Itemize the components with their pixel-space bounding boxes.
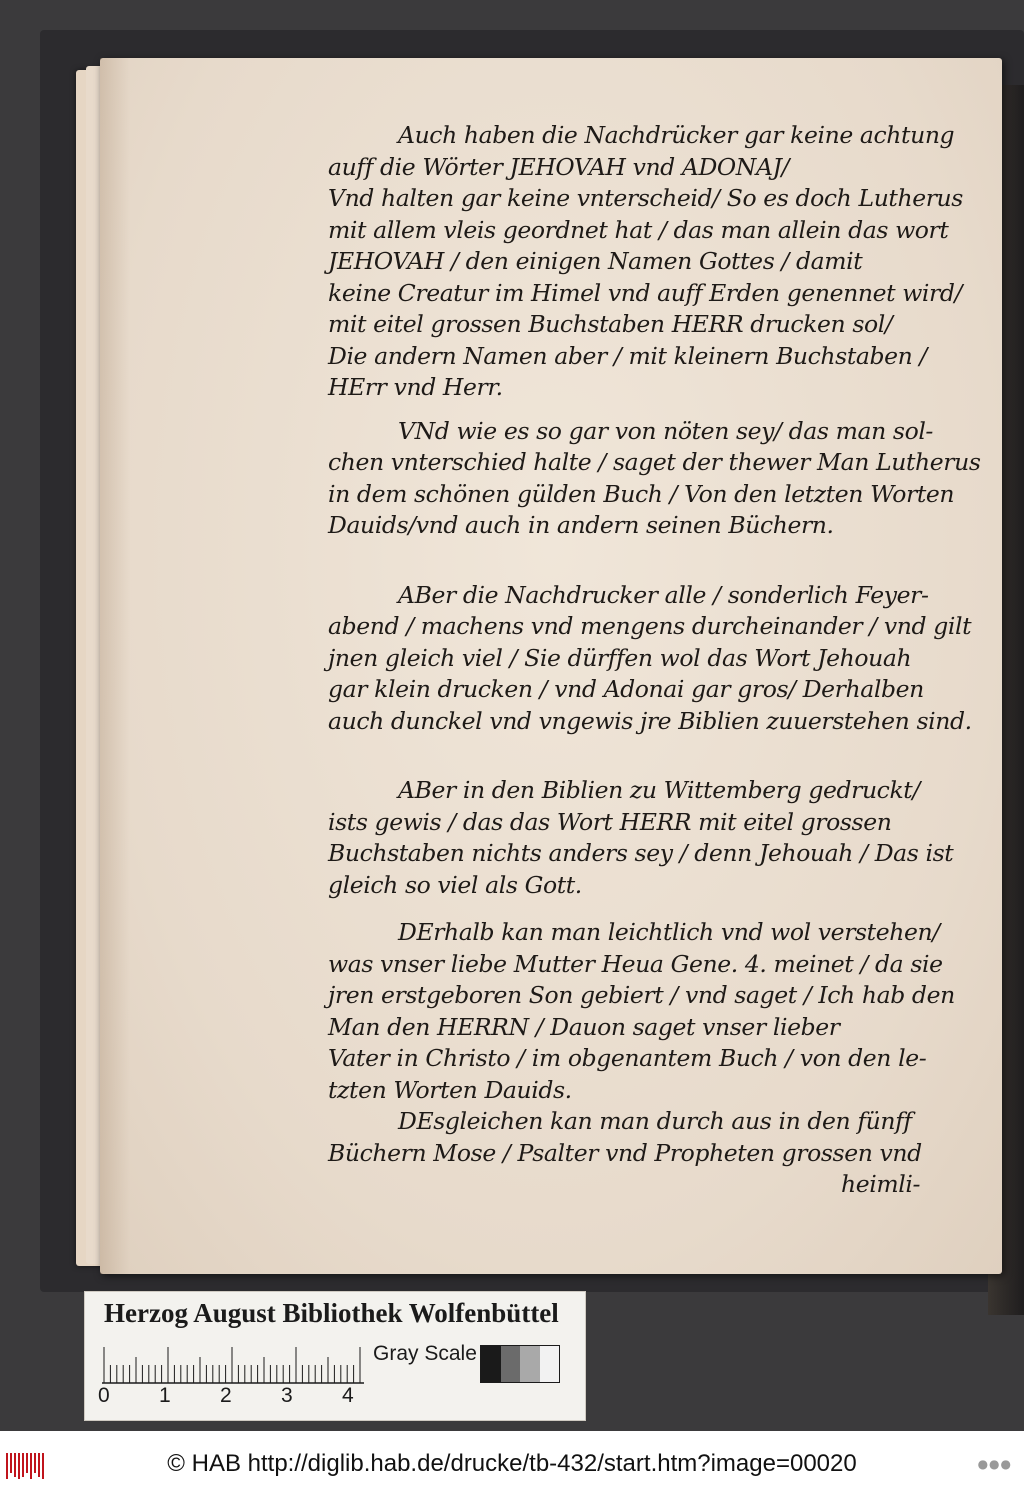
text-line: DEsgleichen kan man durch aus in den fünff: [398, 1107, 912, 1135]
measurement-ruler: [102, 1345, 364, 1385]
text-line: Die andern Namen aber / mit kleinern Buchstaben /: [328, 341, 927, 370]
paragraph: [328, 775, 954, 901]
text-line: tzten Worten Dauids.: [328, 1075, 572, 1104]
gray-swatch: [501, 1346, 521, 1382]
catchword: heimli-: [840, 1170, 920, 1198]
paragraph: [328, 580, 972, 738]
page-text: [328, 120, 981, 1201]
ruler-number: 2: [220, 1384, 232, 1407]
text-line: gleich so viel als Gott.: [328, 870, 582, 899]
ruler-number: 0: [98, 1384, 110, 1407]
text-line: chen vnterschied halte / saget der thewer Man Lutherus: [328, 448, 981, 476]
text-line: DErhalb kan man leichtlich vnd wol verstehen/: [398, 918, 940, 946]
text-line: Man den HERRN / Dauon saget vnser lieber: [328, 1012, 840, 1041]
gray-swatch: [481, 1346, 501, 1382]
text-line: jren erstgeboren Son gebiert / vnd saget / Ich hab den: [328, 981, 955, 1009]
text-line: was vnser liebe Mutter Heua Gene. 4. meinet / da sie: [328, 949, 943, 978]
text-line: abend / machens vnd mengens durcheinander / vnd gilt: [328, 612, 972, 640]
text-line: auff die Wörter JEHOVAH vnd ADONAJ/: [328, 152, 790, 181]
text-line: ists gewis / das das Wort HERR mit eitel grossen: [328, 807, 892, 836]
text-line: Buchstaben nichts anders sey / denn Jehouah / Das ist: [328, 839, 954, 867]
text-line: VNd wie es so gar von nöten sey/ das man sol-: [398, 416, 933, 445]
text-line: ABer die Nachdrucker alle / sonderlich Feyer-: [398, 580, 929, 609]
paragraph: [328, 1106, 928, 1201]
footer-menu-icon[interactable]: ●●●: [977, 1457, 1012, 1471]
text-line: HErr vnd Herr.: [328, 373, 503, 401]
ruler-number: 1: [159, 1384, 171, 1407]
text-line: auch dunckel vnd vngewis jre Biblien zuuerstehen sind.: [328, 706, 972, 735]
paragraph: [328, 120, 963, 404]
text-line: Büchern Mose / Psalter vnd Propheten grossen vnd: [328, 1138, 922, 1167]
text-line: gar klein drucken / vnd Adonai gar gros/ Derhalben: [328, 675, 924, 703]
gray-swatch: [520, 1346, 540, 1382]
text-line: Vater in Christo / im obgenantem Buch / von den le-: [328, 1044, 927, 1072]
library-title: Herzog August Bibliothek Wolfenbüttel: [104, 1298, 559, 1328]
text-line: mit eitel grossen Buchstaben HERR drucken sol/: [328, 310, 893, 338]
ruler-number: 4: [342, 1384, 354, 1407]
gray-swatch: [540, 1346, 560, 1382]
text-line: JEHOVAH / den einigen Namen Gottes / damit: [328, 247, 863, 275]
text-line: in dem schönen gülden Buch / Von den letzten Worten: [328, 479, 955, 508]
text-line: Auch haben die Nachdrücker gar keine achtung: [398, 121, 955, 149]
page-gutter-shadow: [100, 58, 130, 1274]
text-line: ABer in den Biblien zu Wittemberg gedruckt/: [398, 776, 920, 804]
text-line: mit allem vleis geordnet hat / das man allein das wort: [328, 215, 949, 244]
paragraph: [328, 917, 955, 1106]
ruler-number: 3: [281, 1384, 293, 1407]
text-line: keine Creatur im Himel vnd auff Erden genennet wird/: [328, 278, 963, 307]
gray-scale-swatch: [480, 1345, 560, 1383]
gray-scale-label: Gray Scale: [373, 1342, 477, 1365]
text-line: jnen gleich viel / Sie dürffen wol das Wort Jehouah: [328, 643, 912, 672]
text-line: Vnd halten gar keine vnterscheid/ So es doch Lutherus: [328, 184, 963, 212]
paragraph: [328, 416, 981, 542]
text-line: Dauids/vnd auch in andern seinen Büchern.: [328, 511, 834, 539]
footer-copyright: © HAB http://diglib.hab.de/drucke/tb-432/start.htm?image=00020: [167, 1450, 857, 1477]
